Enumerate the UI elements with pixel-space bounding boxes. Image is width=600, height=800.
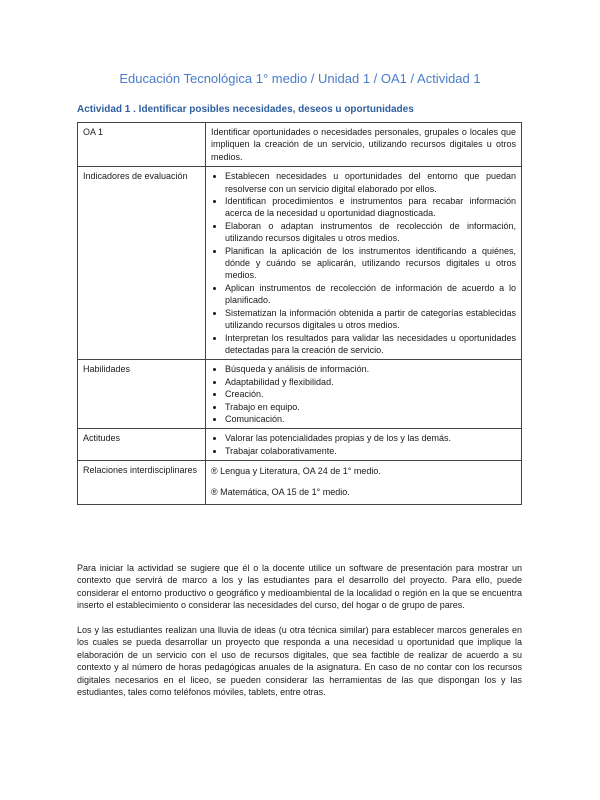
relaciones-label: Relaciones interdisciplinares — [78, 461, 206, 505]
list-item: • Elaboran o adaptan instrumentos de recolección de información, utilizando recursos digitales u otros medios. — [225, 220, 516, 245]
actitudes-label: Actitudes — [78, 429, 206, 461]
list-item: • Adaptabilidad y flexibilidad. — [225, 376, 516, 388]
list-item: • Comunicación. — [225, 413, 516, 425]
oa-text: Identificar oportunidades o necesidades personales, grupales o locales que impliquen la creación de un servicio, utilizando recursos digitales u otros medios. — [206, 123, 522, 167]
actitudes-list — [211, 432, 516, 457]
table-row-indicadores — [78, 167, 522, 360]
relaciones-cell — [206, 461, 522, 505]
table-row-actitudes — [78, 429, 522, 461]
oa-table — [77, 122, 522, 505]
list-item: • Identifican procedimientos e instrumentos para recabar información acerca de la necesidad u oportunidad diagnosticada. — [225, 195, 516, 220]
table-row-oa — [78, 123, 522, 167]
relacion-item: ® Lengua y Literatura, OA 24 de 1° medio. — [211, 466, 381, 477]
list-item: • Trabajo en equipo. — [225, 401, 516, 413]
relacion-item: ® Matemática, OA 15 de 1° medio. — [211, 486, 350, 497]
list-item: • Interpretan los resultados para validar las necesidades u oportunidades detectadas para la creación de servicio. — [225, 332, 516, 357]
habilidades-label: Habilidades — [78, 360, 206, 429]
list-item: • Planifican la aplicación de los instrumentos identificando a quiénes, dónde y cuándo se aplicarán, utilizando recursos digitales u otros medios. — [225, 245, 516, 282]
list-item: • Trabajar colaborativamente. — [225, 445, 516, 457]
list-item: • Aplican instrumentos de recolección de información de acuerdo a lo planificado. — [225, 282, 516, 307]
list-item: • Creación. — [225, 388, 516, 400]
indicadores-cell — [206, 167, 522, 360]
actitudes-cell — [206, 429, 522, 461]
body-paragraph: Para iniciar la actividad se sugiere que él o la docente utilice un software de presentación para mostrar un contexto que servirá de marco a los y las estudiantes para el desarrollo del proyecto. Para ello, puede considerar el entorno productivo o geográfico y medioambiental de la localidad o región en la que se encuentra inserto el establecimiento o considerar las necesidades del curso, del hogar o de grupo de pares. — [77, 563, 522, 611]
body-paragraph: Los y las estudiantes realizan una lluvia de ideas (u otra técnica similar) para establecer marcos generales en los cuales se pueda desarrollar un proyecto que responda a una necesidad u oportunidad que implique la elaboración de un servicio con el uso de recursos digitales, que sea factible de realizar de acuerdo a su contexto y al número de horas pedagógicas anuales de la asignatura. En caso de no contar con los recursos digitales necesarios en el liceo, se pueden considerar las herramientas de las que dispongan los y las estudiantes, tales como teléfonos móviles, tablets, entre otras. — [77, 625, 522, 698]
indicadores-label: Indicadores de evaluación — [78, 167, 206, 360]
habilidades-list — [211, 363, 516, 425]
list-item: • Sistematizan la información obtenida a partir de categorías establecidas utilizando recursos digitales u otros medios. — [225, 307, 516, 332]
activity-title: Actividad 1 . Identificar posibles necesidades, deseos u oportunidades — [77, 104, 414, 115]
table-row-habilidades — [78, 360, 522, 429]
list-item: • Búsqueda y análisis de información. — [225, 363, 516, 375]
table-row-relaciones — [78, 461, 522, 505]
habilidades-cell — [206, 360, 522, 429]
oa-label: OA 1 — [78, 123, 206, 167]
page-header-title: Educación Tecnológica 1° medio / Unidad 1 / OA1 / Actividad 1 — [119, 71, 481, 86]
list-item: • Valorar las potencialidades propias y de los y las demás. — [225, 432, 516, 444]
list-item: • Establecen necesidades u oportunidades del entorno que puedan resolverse con un servicio digital elaborado por ellos. — [225, 170, 516, 195]
indicadores-list — [211, 170, 516, 356]
